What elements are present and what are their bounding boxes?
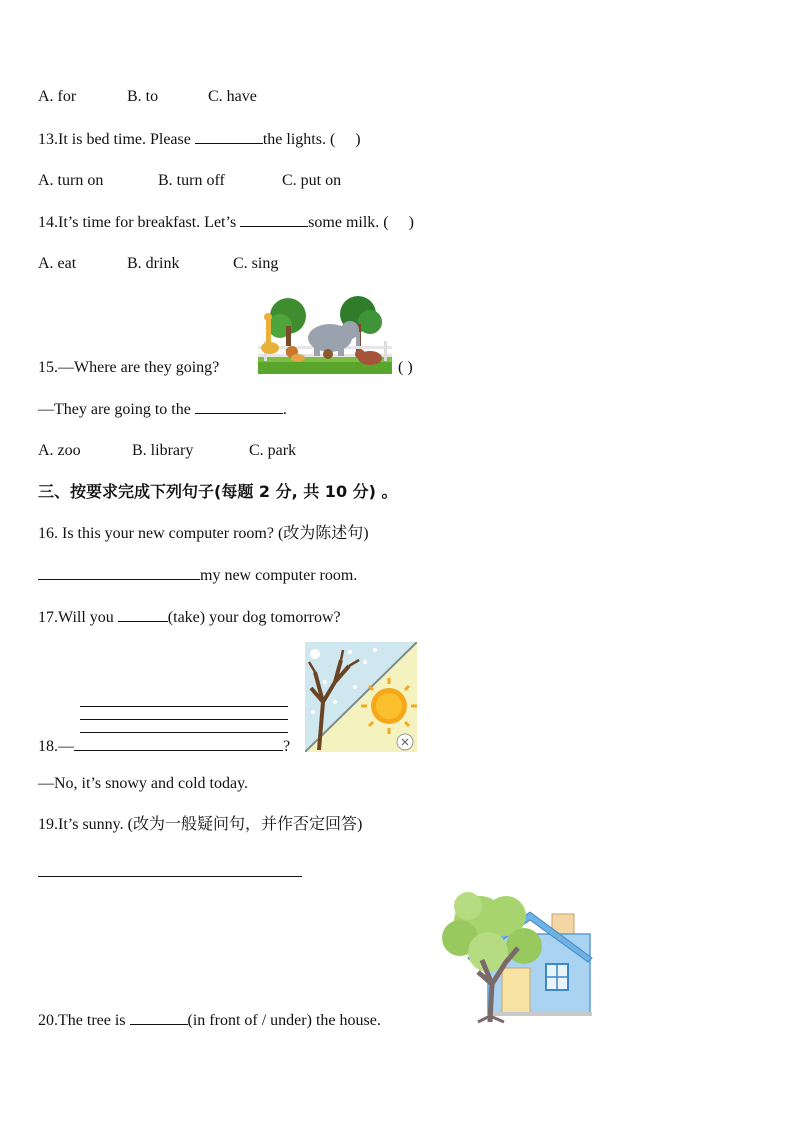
section-3-heading: 三、按要求完成下列句子(每题 2 分, 共 10 分) 。	[38, 482, 398, 501]
q20-stem-after: (in front of / under) the house.	[187, 1012, 381, 1029]
q19-stem: 19.It’s sunny. (改为一般疑问句，并作否定回答)	[38, 816, 363, 833]
q16-answer-after: my new computer room.	[200, 567, 358, 584]
q18-reply: —No, it’s snowy and cold today.	[38, 775, 249, 792]
q17-stem-after: (take) your dog tomorrow?	[167, 609, 341, 626]
q16-answer-blank[interactable]	[38, 565, 200, 580]
q13-answer-blank[interactable]	[195, 129, 263, 144]
q17-stem-before: 17.Will you	[38, 609, 118, 626]
q15-answer-paren[interactable]: ( )	[398, 359, 413, 376]
q15-option-c[interactable]: C. park	[249, 442, 297, 459]
q15-paren-wrap	[398, 358, 413, 378]
q20-stem	[38, 1010, 381, 1031]
q15-answer-line	[38, 399, 287, 420]
tree-and-house-picture	[438, 888, 596, 1026]
q15-answer-after: .	[282, 401, 287, 418]
q13-answer-paren[interactable]: ( )	[329, 131, 361, 148]
q15-options	[38, 441, 296, 461]
q18-prefix: 18.—	[38, 738, 74, 755]
q14-answer-paren[interactable]: ( )	[383, 214, 414, 231]
q18-question-line	[38, 736, 290, 757]
q18-suffix: ?	[283, 738, 291, 755]
q14-option-c[interactable]: C. sing	[233, 255, 279, 272]
q14-option-b[interactable]: B. drink	[127, 255, 180, 272]
q13-stem	[38, 129, 361, 150]
q14-stem	[38, 212, 414, 233]
q12-option-c[interactable]: C. have	[208, 88, 257, 105]
q15-answer-before: —They are going to the	[38, 401, 195, 418]
q14-stem-after: some milk.	[308, 214, 380, 231]
q17-stem	[38, 607, 341, 628]
q14-options	[38, 254, 278, 274]
q16-answer-line	[38, 565, 357, 586]
q13-option-c[interactable]: C. put on	[282, 172, 342, 189]
q20-answer-blank[interactable]	[130, 1010, 188, 1025]
q16-stem: 16. Is this your new computer room? (改为陈述句)	[38, 525, 369, 542]
q12-options	[38, 87, 257, 107]
q18-answer-blank[interactable]	[74, 736, 283, 751]
q19-answer-line[interactable]	[38, 876, 302, 877]
q18-answer-line-1[interactable]	[80, 706, 288, 707]
q15-question: 15.—Where are they going?	[38, 359, 220, 376]
q12-option-b[interactable]: B. to	[127, 88, 159, 105]
q13-option-a[interactable]: A. turn on	[38, 172, 104, 189]
q15-stem	[38, 358, 219, 378]
q13-stem-before: 13.It is bed time. Please	[38, 131, 195, 148]
q14-option-a[interactable]: A. eat	[38, 255, 77, 272]
snow-and-sun-picture	[305, 642, 417, 752]
q13-option-b[interactable]: B. turn off	[158, 172, 225, 189]
q13-stem-after: the lights.	[262, 131, 326, 148]
q13-options	[38, 171, 341, 191]
q15-answer-blank[interactable]	[195, 399, 283, 414]
q18-answer-line-2[interactable]	[80, 719, 288, 720]
q15-option-a[interactable]: A. zoo	[38, 442, 81, 459]
zoo-animals-picture	[258, 296, 392, 374]
q14-answer-blank[interactable]	[240, 212, 308, 227]
q18-answer-line-3[interactable]	[80, 732, 288, 733]
q14-stem-before: 14.It’s time for breakfast. Let’s	[38, 214, 241, 231]
q15-option-b[interactable]: B. library	[132, 442, 194, 459]
q17-answer-blank[interactable]	[118, 607, 168, 622]
q20-stem-before: 20.The tree is	[38, 1012, 130, 1029]
q12-option-a[interactable]: A. for	[38, 88, 77, 105]
